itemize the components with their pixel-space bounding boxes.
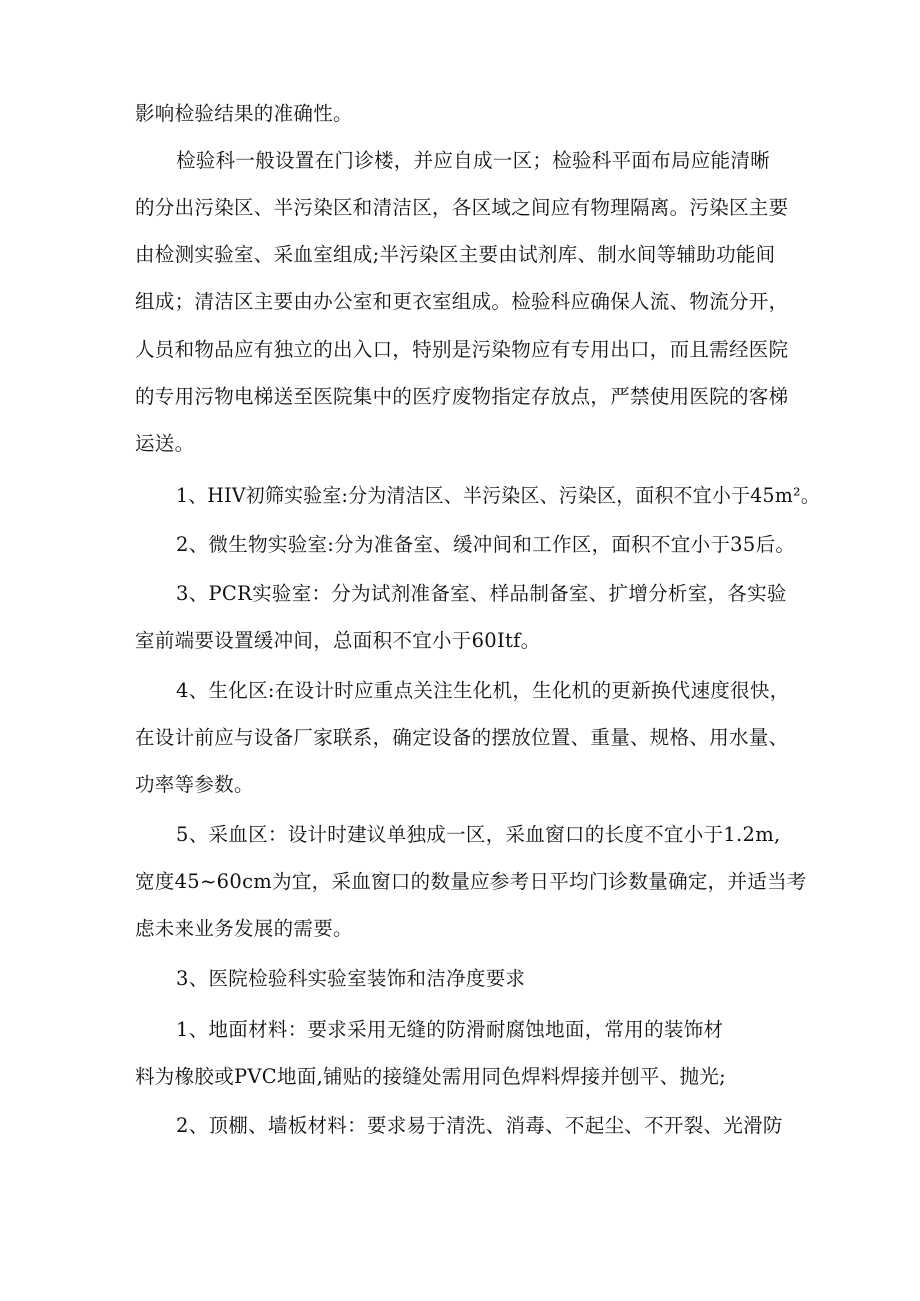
text-line: 虑未来业务发展的需要。 xyxy=(135,917,353,940)
text-line: 宽度45~60cm为宜，采血窗口的数量应参考日平均门诊数量确定，并适当考 xyxy=(135,870,807,893)
text-line: 在设计前应与设备厂家联系，确定设备的摆放位置、重量、规格、用水量、 xyxy=(135,726,789,749)
text-line: 5、采血区：设计时建议单独成一区，采血窗口的长度不宜小于1.2m, xyxy=(176,823,781,846)
text-line: 功率等参数。 xyxy=(135,773,254,796)
text-line: 1、HIV初筛实验室:分为清洁区、半污染区、污染区，面积不宜小于45m²。 xyxy=(176,484,820,507)
text-line: 1、地面材料：要求采用无缝的防滑耐腐蚀地面，常用的装饰材 xyxy=(176,1018,724,1041)
text-line: 室前端要设置缓冲间，总面积不宜小于60Itf。 xyxy=(135,629,541,652)
text-line: 料为橡胶或PVC地面,铺贴的接缝处需用同色焊料焊接并刨平、抛光; xyxy=(135,1065,726,1088)
text-line: 2、微生物实验室:分为准备室、缓冲间和工作区，面积不宜小于35后。 xyxy=(176,533,796,556)
text-line: 检验科一般设置在门诊楼，并应自成一区；检验科平面布局应能清晰 xyxy=(176,149,771,172)
text-line: 运送。 xyxy=(135,432,195,455)
text-line: 由检测实验室、采血室组成;半污染区主要由试剂库、制水间等辅助功能间 xyxy=(135,243,776,266)
text-line: 影响检验结果的准确性。 xyxy=(135,102,353,125)
text-line: 的分出污染区、半污染区和清洁区，各区域之间应有物理隔离。污染区主要 xyxy=(135,196,789,219)
text-line: 人员和物品应有独立的出入口，特别是污染物应有专用出口，而且需经医院 xyxy=(135,338,789,361)
section-heading: 3、医院检验科实验室装饰和洁净度要求 xyxy=(176,967,526,990)
text-line: 的专用污物电梯送至医院集中的医疗废物指定存放点，严禁使用医院的客梯 xyxy=(135,385,789,408)
text-line: 3、PCR实验室：分为试剂准备室、样品制备室、扩增分析室，各实验 xyxy=(176,582,787,605)
text-line: 4、生化区:在设计时应重点关注生化机，生化机的更新换代速度很快， xyxy=(176,679,790,702)
text-line: 2、顶棚、墙板材料：要求易于清洗、消毒、不起尘、不开裂、光滑防 xyxy=(176,1114,783,1137)
text-line: 组成；清洁区主要由办公室和更衣室组成。检验科应确保人流、物流分开， xyxy=(135,290,789,313)
